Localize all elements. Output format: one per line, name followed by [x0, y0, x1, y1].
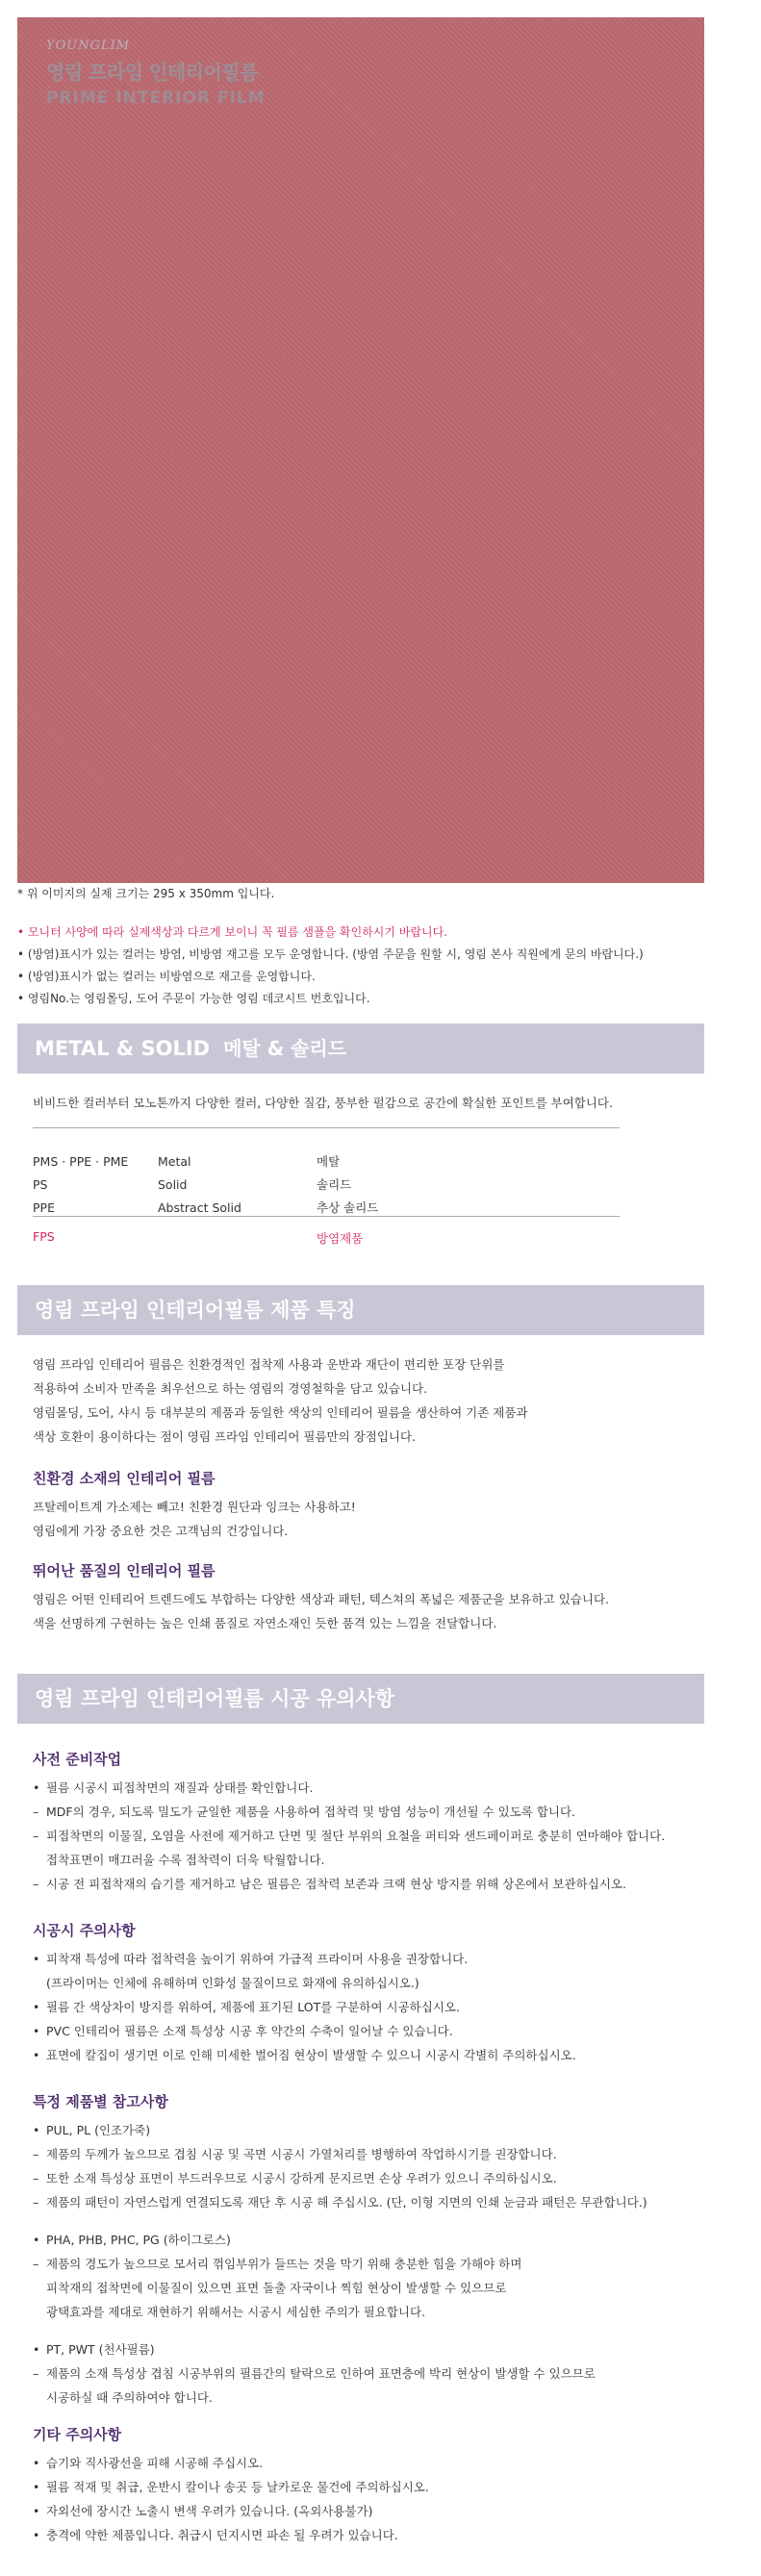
list-item-line: PT, PWT (천사필름) — [46, 2342, 155, 2357]
list-item — [33, 2118, 647, 2142]
bullet-marker: • — [33, 2000, 40, 2014]
etc-list — [33, 2451, 429, 2547]
product-type-en: Solid — [158, 1177, 188, 1192]
list-item-line: 피착재의 접착면에 이물질이 있으면 표면 돌출 자국이나 찍힘 현상이 발생할 수 있으므로 — [46, 2281, 507, 2295]
features-header — [17, 1285, 704, 1335]
eco-line: 프탈레이트계 가소제는 빼고! 친환경 원단과 잉크는 사용하고! — [33, 1500, 356, 1514]
list-item-line: PHA, PHB, PHC, PG (하이그로스) — [46, 2233, 231, 2247]
bullet-marker: – — [33, 2195, 39, 2210]
bullet-marker: • — [33, 2123, 40, 2137]
bullet-marker: – — [33, 1805, 39, 1819]
bullet-marker: • — [33, 2456, 40, 2470]
list-item — [33, 1947, 576, 1995]
list-item-line: 필름 적재 및 취급, 운반시 칼이나 송곳 등 날카로운 물건에 주의하십시오. — [46, 2480, 429, 2494]
divider — [33, 1127, 620, 1128]
list-item-line: 시공하실 때 주의하여야 합니다. — [46, 2390, 213, 2405]
list-item-line: 접착표면이 매끄러울 수록 접착력이 더욱 탁월합니다. — [46, 1853, 325, 1867]
brand-logo: YOUNGLIM — [46, 38, 131, 53]
brand-title-kr: 영림 프라임 인테리어필름 — [46, 61, 258, 84]
prep-title: 사전 준비작업 — [33, 1751, 122, 1768]
prep-list — [33, 1776, 665, 1896]
bullet-marker: – — [33, 2366, 39, 2381]
list-item-line: 자외선에 장시간 노출시 변색 우려가 있습니다. (옥외사용불가) — [46, 2504, 373, 2518]
list-item-line: PVC 인테리어 필름은 소재 특성상 시공 후 약간의 수축이 일어날 수 있습니다. — [46, 2024, 453, 2038]
list-item — [33, 2499, 429, 2523]
intro-line: 적용하여 소비자 만족을 최우선으로 하는 영림의 경영철학을 담고 있습니다. — [33, 1381, 428, 1396]
etc-title: 기타 주의사항 — [33, 2426, 122, 2443]
list-item-line: MDF의 경우, 되도록 밀도가 균일한 제품을 사용하여 접착력 및 방염 성능이 개선될 수 있도록 합니다. — [46, 1805, 576, 1819]
list-item-line: 피접착면의 이물질, 오염을 사전에 제거하고 단면 및 절단 부위의 요철을 퍼티와 샌드페이퍼로 충분히 연마해야 합니다. — [46, 1829, 666, 1843]
quality-title: 뛰어난 품질의 인테리어 필름 — [33, 1562, 216, 1579]
list-item — [33, 2019, 576, 2043]
list-item — [33, 2451, 429, 2475]
bullet-marker: • — [33, 1780, 40, 1795]
special-title: 특정 제품별 참고사항 — [33, 2093, 168, 2110]
list-item — [33, 2475, 429, 2499]
intro-line: 영림몰딩, 도어, 샤시 등 대부분의 제품과 동일한 색상의 인테리어 필름을 생산하여 기존 제품과 — [33, 1405, 528, 1420]
list-item — [33, 1872, 665, 1896]
table-row — [33, 1174, 509, 1197]
list-item-line: 표면에 칼집이 생기면 이로 인해 미세한 벌어짐 현상이 발생할 수 있으니 시공시 각별히 주의하십시오. — [46, 2048, 576, 2062]
intro-line: 영림 프라임 인테리어 필름은 친환경적인 접착제 사용과 운반과 재단이 편리한 포장 단위를 — [33, 1357, 505, 1372]
size-note: * 위 이미지의 실제 크기는 295 x 350mm 입니다. — [17, 887, 275, 900]
bullet-marker: • — [33, 1952, 40, 1966]
table-row — [33, 1150, 509, 1174]
note-item: • (방염)표시가 있는 컬러는 방염, 비방염 재고를 모두 운영합니다. (방염 주문을 원할 시, 영림 본사 직원에게 문의 바랍니다.) — [17, 947, 644, 961]
product-type-kr: 솔리드 — [317, 1177, 352, 1192]
list-item-line: 필름 간 색상차이 방지를 위하여, 제품에 표기된 LOT를 구분하여 시공하십시오. — [46, 2000, 460, 2014]
list-item-line: 습기와 직사광선을 피해 시공해 주십시오. — [46, 2456, 264, 2470]
bullet-marker: • — [33, 2528, 40, 2542]
note-item: • (방염)표시가 없는 컬러는 비방염으로 재고를 운영합니다. — [17, 970, 316, 983]
during-title: 시공시 주의사항 — [33, 1922, 136, 1939]
list-item-line: PUL, PL (인조가죽) — [46, 2123, 151, 2137]
bullet-marker: • — [33, 2233, 40, 2247]
bullet-marker: • — [33, 2342, 40, 2357]
list-item — [33, 2337, 596, 2361]
bullet-marker: • — [33, 2024, 40, 2038]
list-item-line: 또한 소재 특성상 표면이 부드러우므로 시공시 강하게 문지르면 손상 우려가 있으니 주의하십시오. — [46, 2171, 557, 2185]
notes-list — [17, 922, 644, 1010]
list-item — [33, 2252, 521, 2324]
caution-header — [17, 1674, 704, 1724]
list-item — [33, 1800, 665, 1824]
product-code: PMS · PPE · PME — [33, 1154, 129, 1169]
eco-title: 친환경 소재의 인테리어 필름 — [33, 1470, 216, 1487]
product-type-en: Metal — [158, 1154, 191, 1169]
eco-line: 영림에게 가장 중요한 것은 고객님의 건강입니다. — [33, 1524, 289, 1538]
fps-code: FPS — [33, 1229, 55, 1244]
list-item — [33, 2166, 647, 2190]
eco-text — [33, 1495, 356, 1543]
intro-line: 색상 호환이 용이하다는 점이 영림 프라임 인테리어 필름만의 장점입니다. — [33, 1429, 417, 1444]
product-code: PPE — [33, 1200, 55, 1215]
product-type-kr: 메탈 — [317, 1154, 341, 1169]
list-item — [33, 1995, 576, 2019]
metal-table — [33, 1150, 509, 1220]
product-type-kr: 추상 솔리드 — [317, 1200, 379, 1215]
special-list-2 — [33, 2228, 521, 2324]
list-item-line: 제품의 패턴이 자연스럽게 연결되도록 재단 후 시공 해 주십시오. (단, 이형 지면의 인쇄 눈금과 패턴은 무관합니다.) — [46, 2195, 647, 2210]
list-item — [33, 1776, 665, 1800]
list-item-line: 필름 시공시 피접착면의 재질과 상태를 확인합니다. — [46, 1780, 314, 1795]
product-type-en: Abstract Solid — [158, 1200, 241, 1215]
list-item — [33, 2190, 647, 2214]
list-item — [33, 2142, 647, 2166]
film-swatch — [17, 17, 704, 883]
color-swatch-image — [17, 17, 704, 883]
list-item-line: 제품의 경도가 높으므로 모서리 꺾임부위가 들뜨는 것을 막기 위해 충분한 힘을 가해야 하며 — [46, 2257, 522, 2271]
quality-line: 색을 선명하게 구현하는 높은 인쇄 품질로 자연소재인 듯한 품격 있는 느낌을 전달합니다. — [33, 1616, 497, 1630]
features-title: 영림 프라임 인테리어필름 제품 특징 — [35, 1299, 356, 1322]
product-code: PS — [33, 1177, 48, 1192]
quality-line: 영림은 어떤 인테리어 트렌드에도 부합하는 다양한 색상과 패턴, 텍스쳐의 폭넓은 제품군을 보유하고 있습니다. — [33, 1592, 610, 1606]
bullet-marker: – — [33, 2257, 39, 2271]
note-item: • 모니터 사양에 따라 실제색상과 다르게 보이니 꼭 필름 샘플을 확인하시기 바랍니다. — [17, 925, 447, 939]
list-item-line: 제품의 두께가 높으므로 겹침 시공 및 곡면 시공시 가열처리를 병행하여 작업하시기를 권장합니다. — [46, 2147, 557, 2161]
special-list-1 — [33, 2118, 647, 2214]
metal-solid-header — [17, 1023, 704, 1073]
list-item-line: 제품의 소재 특성상 겹침 시공부위의 필름간의 탈락으로 인하여 표면층에 박리 현상이 발생할 수 있으므로 — [46, 2366, 596, 2381]
list-item-line: 광택효과를 제대로 재현하기 위해서는 시공시 세심한 주의가 필요합니다. — [46, 2305, 426, 2319]
bullet-marker: • — [33, 2480, 40, 2494]
bullet-marker: – — [33, 1877, 39, 1891]
special-list-3 — [33, 2337, 596, 2410]
note-item: • 영림No.는 영림몰딩, 도어 주문이 가능한 영림 데코시트 번호입니다. — [17, 992, 370, 1005]
list-item-line: (프라이머는 인체에 유해하며 인화성 물질이므로 화재에 유의하십시오.) — [46, 1976, 419, 1990]
fps-row — [33, 1229, 363, 1247]
bullet-marker: – — [33, 1829, 39, 1843]
bullet-marker: • — [33, 2048, 40, 2062]
bullet-marker: – — [33, 2147, 39, 2161]
list-item — [33, 2228, 521, 2252]
metal-solid-subtitle: 메탈 & 솔리드 — [223, 1037, 347, 1060]
brand-title-en: PRIME INTERIOR FILM — [46, 88, 266, 108]
bullet-marker: – — [33, 2171, 39, 2185]
during-list — [33, 1947, 576, 2067]
metal-description: 비비드한 컬러부터 모노톤까지 다양한 컬러, 다양한 질감, 풍부한 펄감으로 공간에 확실한 포인트를 부여합니다. — [33, 1096, 613, 1110]
list-item-line: 충격에 약한 제품입니다. 취급시 던지시면 파손 될 우려가 있습니다. — [46, 2528, 398, 2542]
list-item — [33, 1824, 665, 1872]
list-item-line: 시공 전 피접착재의 습기를 제거하고 남은 필름은 접착력 보존과 크랙 현상 방지를 위해 상온에서 보관하십시오. — [46, 1877, 626, 1891]
quality-text — [33, 1587, 609, 1635]
bullet-marker: • — [33, 2504, 40, 2518]
list-item — [33, 2523, 429, 2547]
features-intro — [33, 1352, 527, 1449]
fps-label: 방염제품 — [317, 1231, 364, 1246]
list-item — [33, 2361, 596, 2410]
divider — [33, 1216, 620, 1217]
caution-title: 영림 프라임 인테리어필름 시공 유의사항 — [35, 1687, 395, 1710]
brand-watermark — [46, 38, 266, 108]
list-item — [33, 2043, 576, 2067]
list-item-line: 피착재 특성에 따라 접착력을 높이기 위하여 가급적 프라이머 사용을 권장합니다. — [46, 1952, 469, 1966]
metal-solid-title: METAL & SOLID — [35, 1037, 211, 1060]
